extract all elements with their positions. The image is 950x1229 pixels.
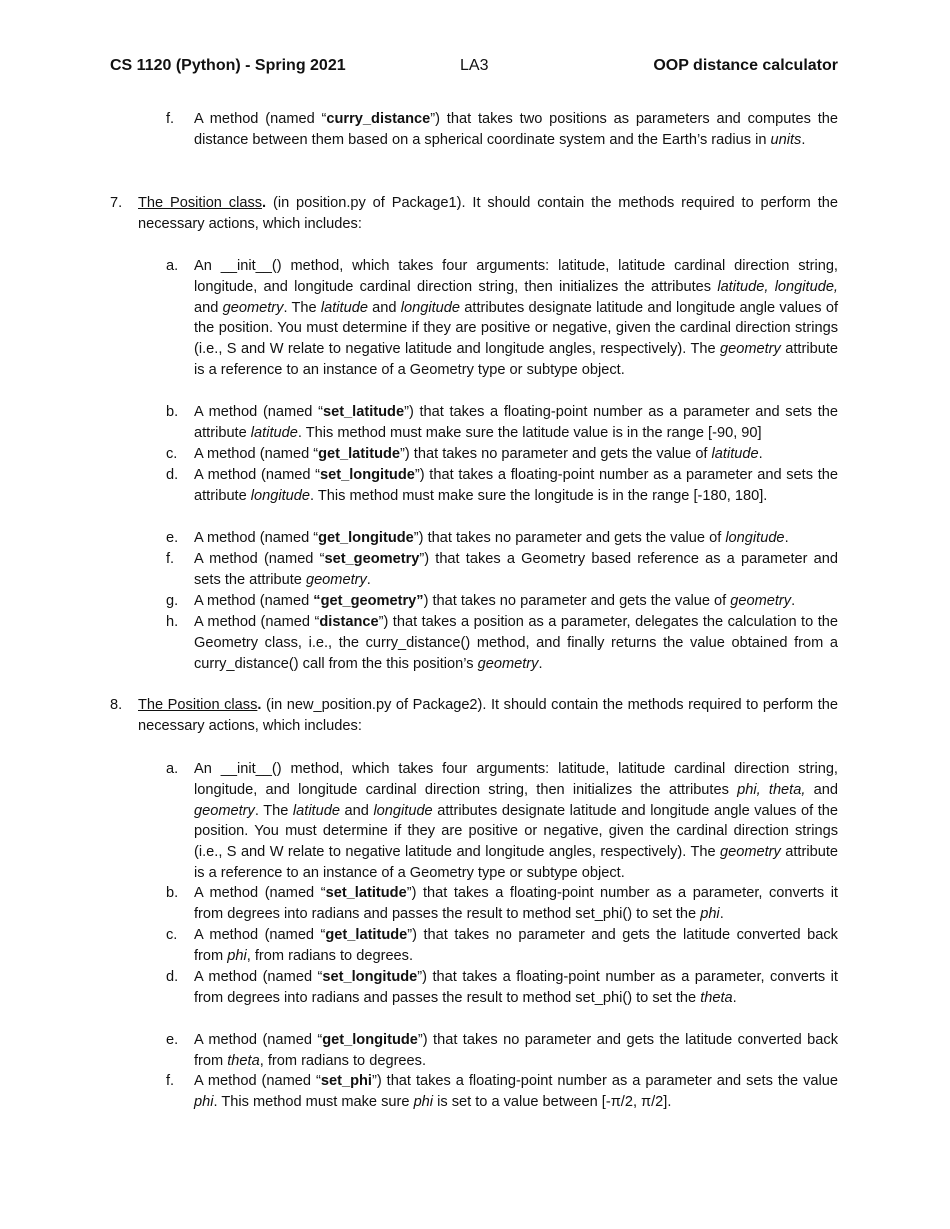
list-item-8a: a. An __init__() method, which takes four arguments: latitude, latitude cardinal direction string, longitude, and longitude cardinal direction string, then initializes the attributes phi, theta, and geometry. The latitude and longitude attributes designate latitude and longitude angle values of the position. You must determine if they are positive or negative, given the cardinal direction strings (i.e., S and W relate to negative latitude and longitude angles, respectively). The geometry attribute is a reference to an instance of a Geometry type or subtype object. [166,761,838,881]
list-item-7f: f. A method (named “set_geometry”) that takes a Geometry based reference as a parameter and sets the attribute geometry. [166,551,838,588]
section-7-heading: 7. The Position class. (in position.py of Package1). It should contain the methods required to perform the necessary actions, which includes: [110,195,838,232]
list-item-8c: c. A method (named “get_latitude”) that takes no parameter and gets the latitude converted back from phi, from radians to degrees. [166,927,838,964]
list-item-7h: h. A method (named “distance”) that takes a position as a parameter, delegates the calculation to the Geometry class, i.e., the curry_distance() method, and finally returns the value obtained from a curry_distance() call from the this position’s geometry. [166,614,838,672]
list-item-8d: d. A method (named “set_longitude”) that takes a floating-point number as a parameter, converts it from degrees into radians and passes the result to method set_phi() to set the theta. [166,969,838,1006]
list-item-8f: f. A method (named “set_phi”) that takes a floating-point number as a parameter and sets the value phi. This method must make sure phi is set to a value between [-π/2, π/2]. [166,1073,838,1110]
list-item-7b: b. A method (named “set_latitude”) that takes a floating-point number as a parameter and sets the attribute latitude. This method must make sure the latitude value is in the range [-90, 90] [166,404,838,441]
assignment-label: LA3 [460,57,489,74]
list-item-7g: g. A method (named “get_geometry”) that takes no parameter and gets the value of geometry. [166,593,796,609]
section-8-title: The Position class [138,697,258,713]
list-item-7d: d. A method (named “set_longitude”) that takes a floating-point number as a parameter and sets the attribute longitude. This method must make sure the longitude is in the range [-180, 180]. [166,467,838,504]
page-header [110,55,838,77]
list-item-8b: b. A method (named “set_latitude”) that takes a floating-point number as a parameter, converts it from degrees into radians and passes the result to method set_phi() to set the phi. [166,885,838,922]
section-7-title: The Position class [138,195,263,211]
section-8-heading: 8. The Position class. (in new_position.py of Package2). It should contain the methods required to perform the necessary actions, which includes: [110,697,838,734]
list-item-8e: e. A method (named “get_longitude”) that takes no parameter and gets the latitude converted back from theta, from radians to degrees. [166,1032,838,1069]
course-title: CS 1120 (Python) - Spring 2021 [110,57,346,74]
document-title: OOP distance calculator [653,57,838,74]
list-item-7c: c. A method (named “get_latitude”) that takes no parameter and gets the value of latitude. [166,446,763,462]
list-item-7a: a. An __init__() method, which takes four arguments: latitude, latitude cardinal direction string, longitude, and longitude cardinal direction string, then initializes the attributes latitude, longitude, and geometry. The latitude and longitude attributes designate latitude and longitude angle values of the position. You must determine if they are positive or negative, given the cardinal direction strings (i.e., S and W relate to negative latitude and longitude angles, respectively). The geometry attribute is a reference to an instance of a Geometry type or subtype object. [166,258,838,378]
list-item-f-curry-distance: f. A method (named “curry_distance”) that takes two positions as parameters and computes the distance between them based on a spherical coordinate system and the Earth’s radius in units. [166,111,838,148]
list-item-7e: e. A method (named “get_longitude”) that takes no parameter and gets the value of longitude. [166,530,789,546]
